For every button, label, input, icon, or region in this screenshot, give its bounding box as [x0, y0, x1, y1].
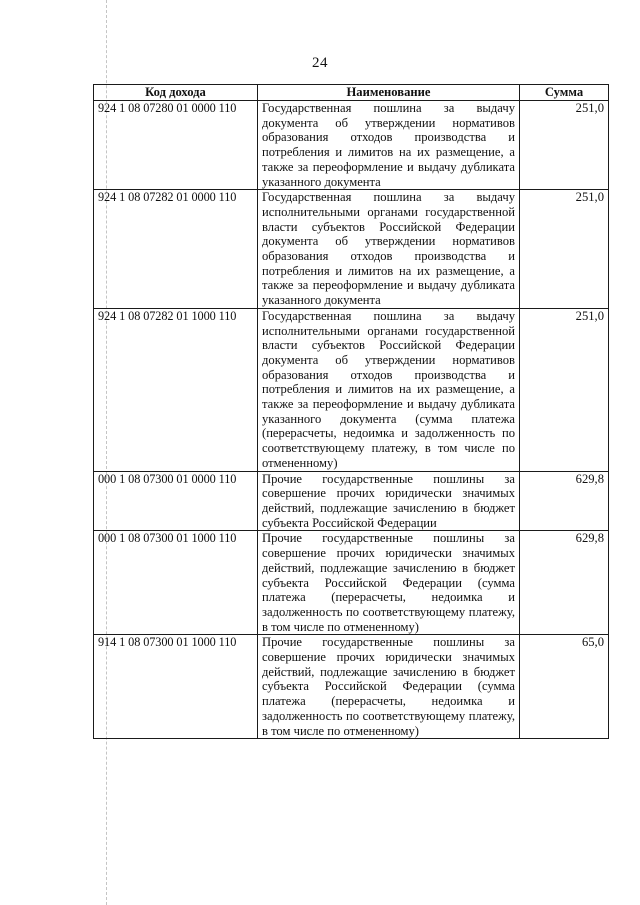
table-header-row [94, 85, 609, 101]
header-name: Наименование [258, 85, 520, 101]
table-row [94, 471, 609, 531]
revenue-sum: 629,8 [520, 531, 609, 635]
header-sum: Сумма [520, 85, 609, 101]
revenue-code: 924 1 08 07282 01 1000 110 [94, 308, 258, 471]
revenue-code: 924 1 08 07282 01 0000 110 [94, 190, 258, 309]
revenue-sum: 629,8 [520, 471, 609, 531]
revenue-name: Государственная пошлина за выдачу исполнительными органами государственной власти субъектов Российской Федерации документа об утверждении нормативов образования отходов производства и потребления и лимитов на их размещение, а также за переоформление и выдачу дубликата указанного документа [258, 190, 520, 309]
table-row [94, 531, 609, 635]
revenue-name: Прочие государственные пошлины за совершение прочих юридически значимых действий, подлежащие зачислению в бюджет субъекта Российской Федерации (сумма платежа (перерасчеты, недоимка и задолженность по соответствующему платежу, в том числе по отмененному) [258, 635, 520, 739]
revenue-sum: 251,0 [520, 101, 609, 190]
revenue-code: 914 1 08 07300 01 1000 110 [94, 635, 258, 739]
revenue-sum: 251,0 [520, 190, 609, 309]
revenue-sum: 251,0 [520, 308, 609, 471]
revenue-name: Государственная пошлина за выдачу документа об утверждении нормативов образования отходов производства и потребления и лимитов на их размещение, а также за переоформление и выдачу дубликата указанного документа [258, 101, 520, 190]
table-row [94, 308, 609, 471]
revenue-code: 000 1 08 07300 01 1000 110 [94, 531, 258, 635]
revenue-code: 924 1 08 07280 01 0000 110 [94, 101, 258, 190]
revenue-name: Прочие государственные пошлины за совершение прочих юридически значимых действий, подлежащие зачислению в бюджет субъекта Российской Федерации [258, 471, 520, 531]
revenue-table [93, 84, 609, 739]
table-row [94, 635, 609, 739]
revenue-code: 000 1 08 07300 01 0000 110 [94, 471, 258, 531]
table-row [94, 101, 609, 190]
revenue-sum: 65,0 [520, 635, 609, 739]
revenue-name: Государственная пошлина за выдачу исполнительными органами государственной власти субъектов Российской Федерации документа об утверждении нормативов образования отходов производства и потребления и лимитов на их размещение, а также за переоформление и выдачу дубликата указанного документа (сумма платежа (перерасчеты, недоимка и задолженность по соответствующему платежу, в том числе по отмененному) [258, 308, 520, 471]
page-number: 24 [312, 55, 328, 71]
header-code: Код дохода [94, 85, 258, 101]
revenue-name: Прочие государственные пошлины за совершение прочих юридически значимых действий, подлежащие зачислению в бюджет субъекта Российской Федерации (сумма платежа (перерасчеты, недоимка и задолженность по соответствующему платежу, в том числе по отмененному) [258, 531, 520, 635]
table-row [94, 190, 609, 309]
